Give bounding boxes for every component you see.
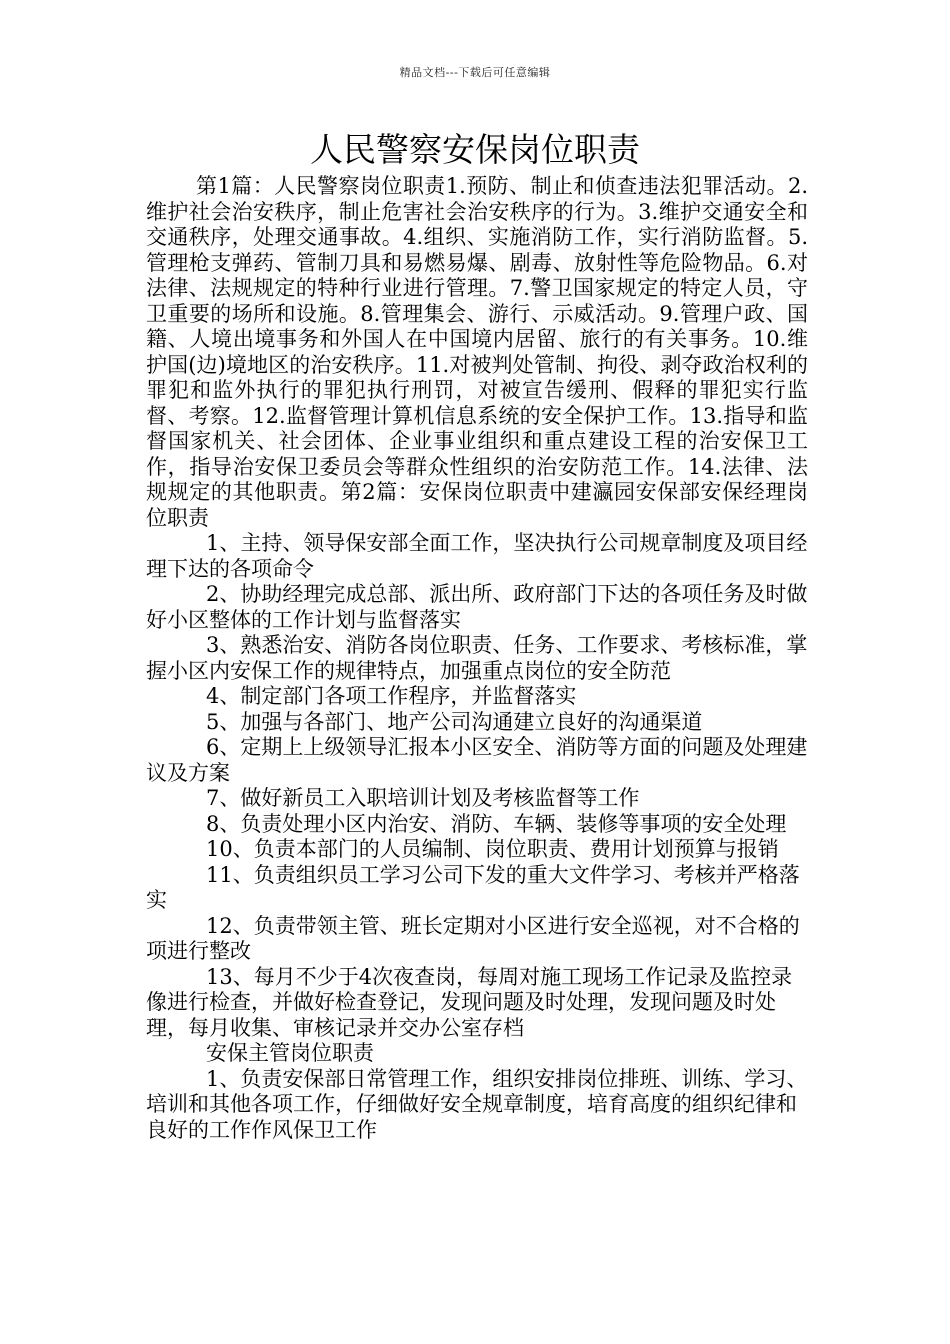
document-title: 人民警察安保岗位职责 (310, 130, 640, 169)
header-note: 精品文档---下载后可任意编辑 (399, 66, 551, 79)
duty-item-6: 6、定期上上级领导汇报本小区安全、消防等方面的问题及处理建议及方案 (146, 735, 808, 785)
duty-item-13: 13、每月不少于4次夜查岗，每周对施工现场工作记录及监控录像进行检查，并做好检查登记，发现问题及时处理，发现问题及时处理，每月收集、审核记录并交办公室存档 (146, 964, 793, 1040)
duty-item-5: 5、加强与各部门、地产公司沟通建立良好的沟通渠道 (206, 709, 703, 734)
duty-item-10: 10、负责本部门的人员编制、岗位职责、费用计划预算与报销 (206, 837, 779, 861)
intro-paragraph: 第1篇：人民警察岗位职责1.预防、制止和侦查违法犯罪活动。2.维护社会治安秩序，制止危害社会治安秩序的行为。3.维护交通安全和交通秩序，处理交通事故。4.组织、实施消防工作，实行消防监督。5.管理枪支弹药、管制刀具和易燃易爆、剧毒、放射性等危险物品。6.对法律、法规规定的特种行业进行管理。7.警卫国家规定的特定人员，守卫重要的场所和设施。8.管理集会、游行、示威活动。9.管理户政、国籍、人境出境事务和外国人在中国境内居留、旅行的有关事务。10.维护国(边)境地区的治安秩序。11.对被判处管制、拘役、剥夺政治权利的罪犯和监外执行的罪犯执行刑罚，对被宣告缓刑、假释的罪犯实行监督、考察。12.监督管理计算机信息系统的安全保护工作。13.指导和监督国家机关、社会团体、企业事业组织和重点建设工程的治安保卫工作，指导治安保卫委员会等群众性组织的治安防范工作。14.法律、法规规定的其他职责。第2篇：安保岗位职责中建瀛园安保部安保经理岗位职责 (146, 174, 808, 530)
document-body (146, 174, 808, 1143)
duty-item-7: 7、做好新员工入职培训计划及考核监督等工作 (206, 786, 640, 810)
duty-item-1: 1、主持、领导保安部全面工作，坚决执行公司规章制度及项目经理下达的各项命令 (146, 531, 808, 581)
section-heading-supervisor: 安保主管岗位职责 (206, 1041, 374, 1065)
supervisor-duty-item-1: 1、负责安保部日常管理工作，组织安排岗位排班、训练、学习、培训和其他各项工作，仔细做好安全规章制度，培育高度的组织纪律和良好的工作作风保卫工作 (146, 1066, 808, 1142)
duty-item-8: 8、负责处理小区内治安、消防、车辆、装修等事项的安全处理 (206, 811, 787, 836)
duty-item-12: 12、负责带领主管、班长定期对小区进行安全巡视，对不合格的项进行整改 (146, 913, 800, 963)
duty-item-4: 4、制定部门各项工作程序，并监督落实 (206, 684, 577, 708)
duty-item-3: 3、熟悉治安、消防各岗位职责、任务、工作要求、考核标准，掌握小区内安保工作的规律特点，加强重点岗位的安全防范 (146, 633, 808, 683)
duty-item-11: 11、负责组织员工学习公司下发的重大文件学习、考核并严格落实 (146, 862, 800, 912)
duty-item-2: 2、协助经理完成总部、派出所、政府部门下达的各项任务及时做好小区整体的工作计划与监督落实 (146, 582, 808, 632)
